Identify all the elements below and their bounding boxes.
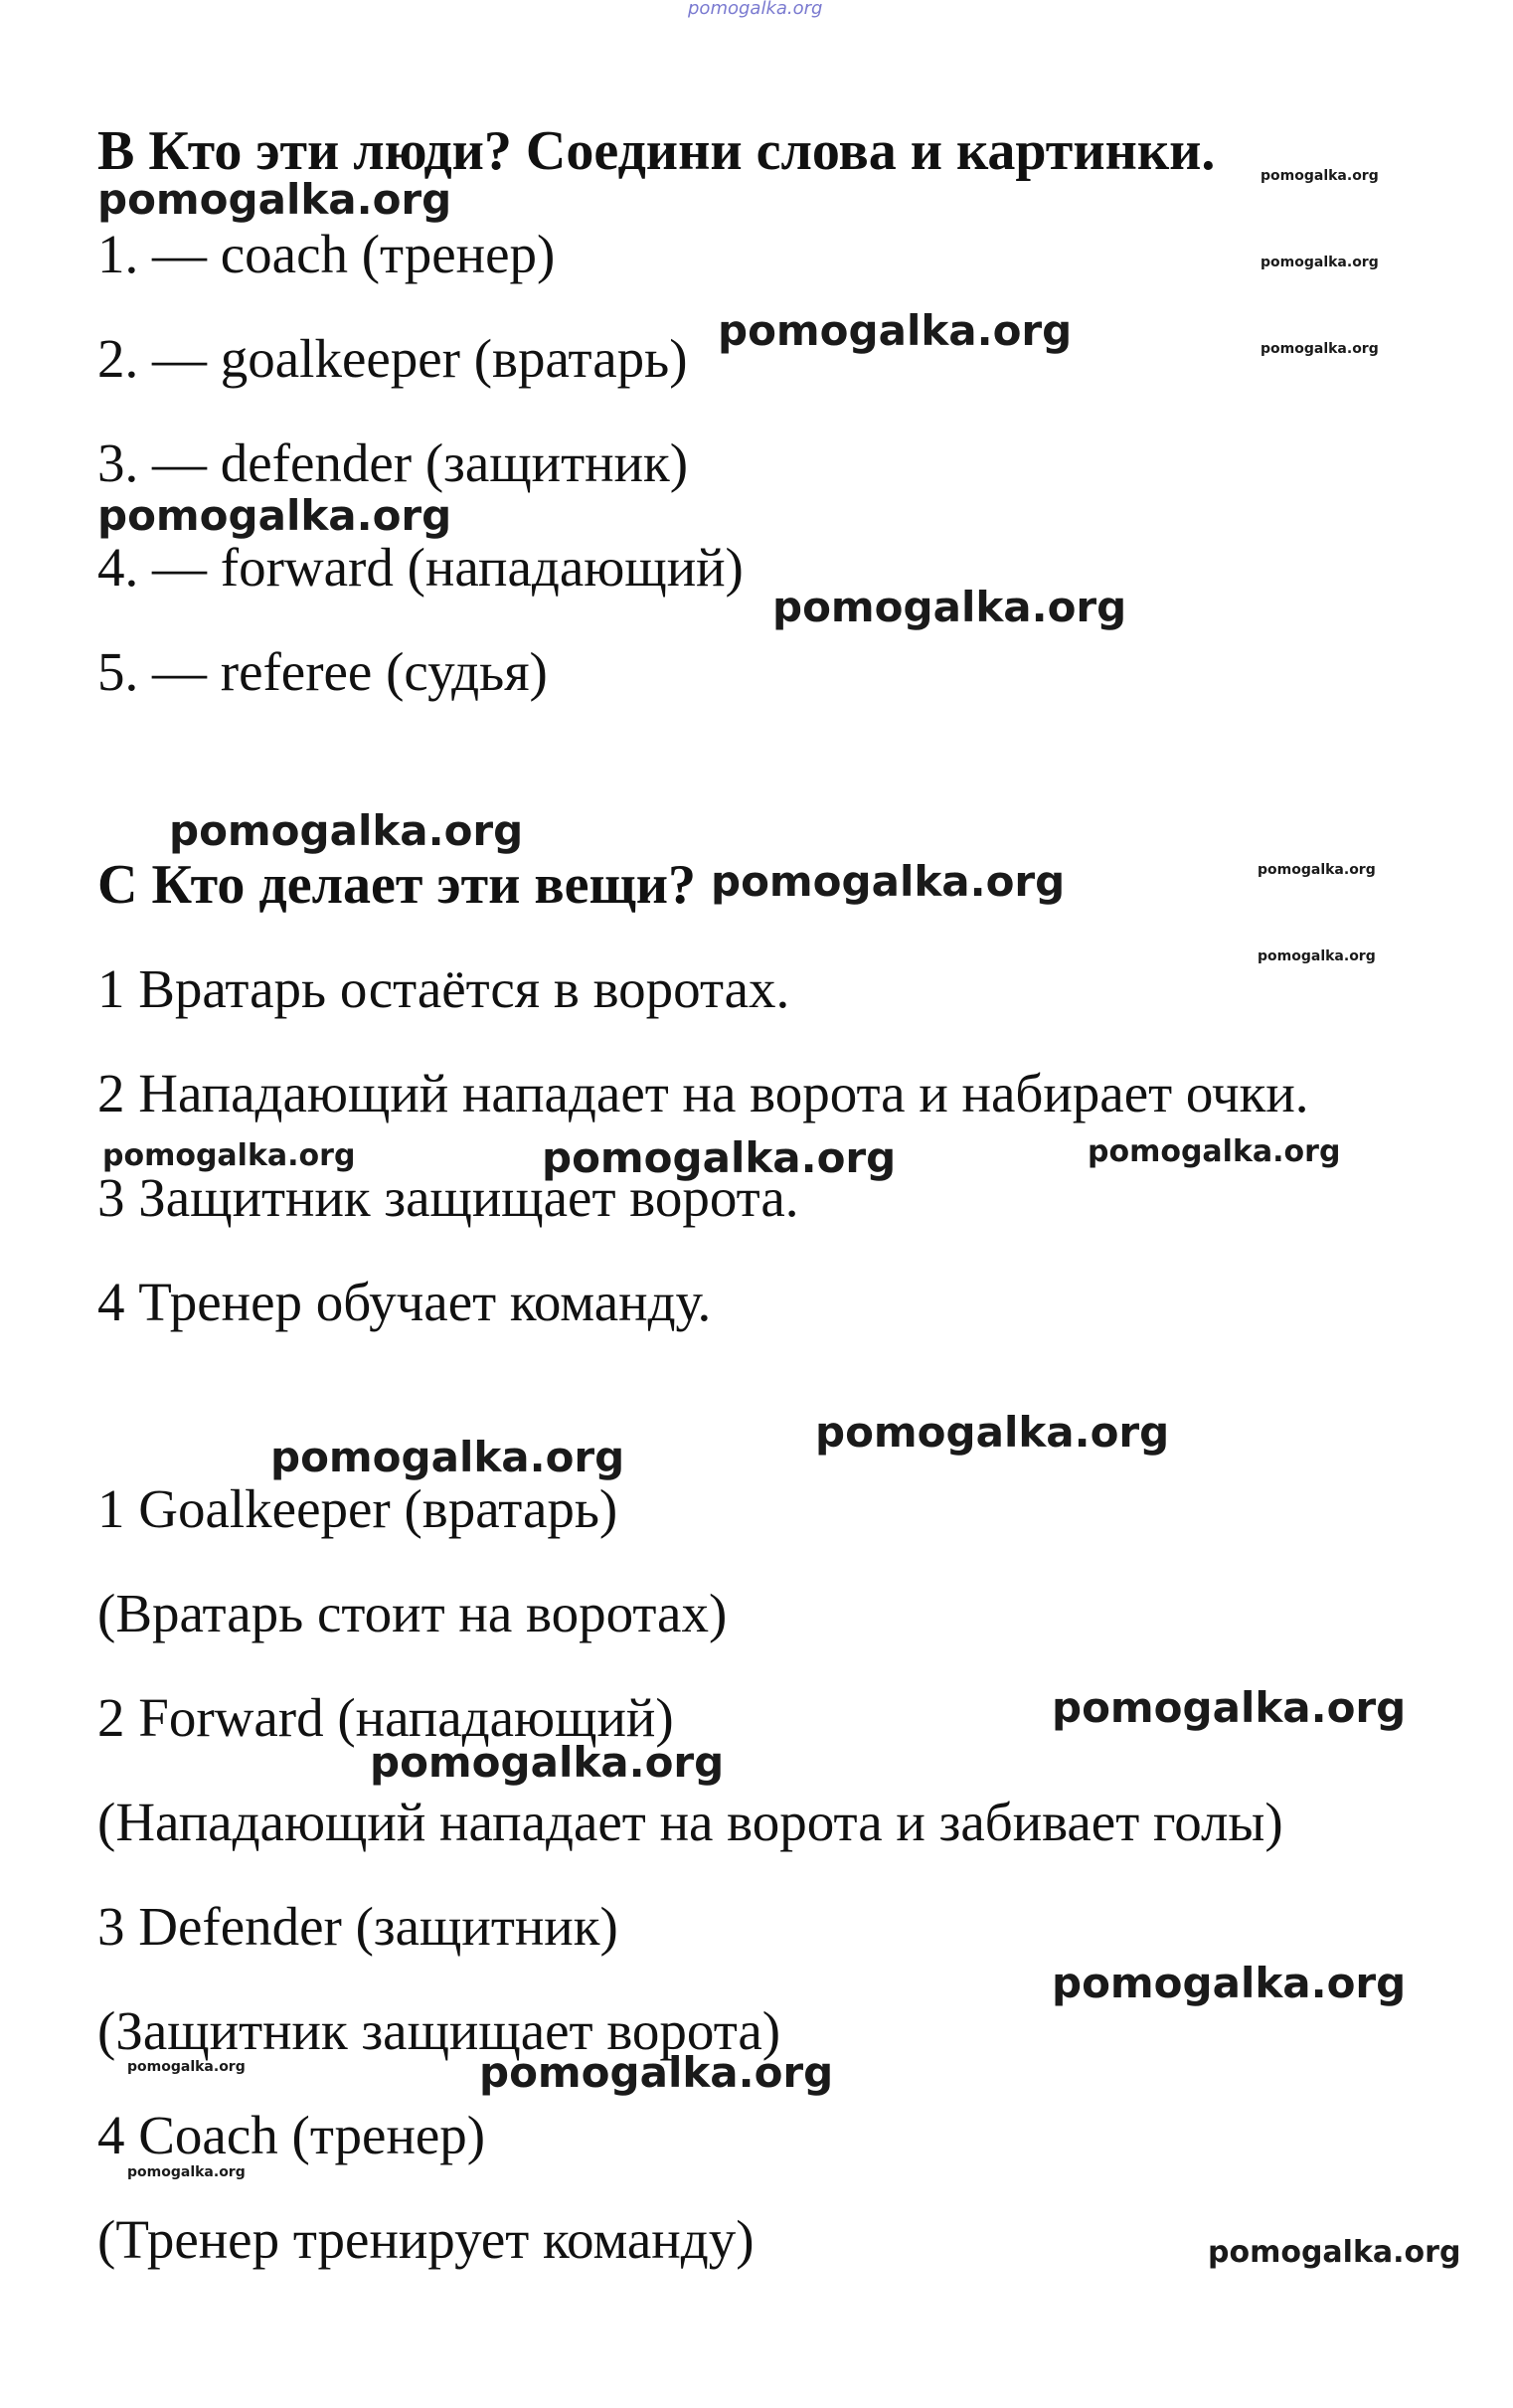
watermark: pomogalka.org [711,857,1066,906]
watermark: pomogalka.org [1261,341,1379,357]
section-b-item: 5. — referee (судья) [97,641,548,702]
watermark: pomogalka.org [1052,1683,1407,1732]
answer-line: (Тренер тренирует команду) [97,2209,755,2270]
watermark: pomogalka.org [270,1433,625,1481]
section-c-item: 3 Защитник защищает ворота. [97,1167,799,1228]
watermark: pomogalka.org [479,2048,834,2097]
watermark: pomogalka.org [542,1133,897,1182]
watermark: pomogalka.org [718,306,1073,355]
watermark: pomogalka.org [127,2059,246,2075]
section-b-heading: B Кто эти люди? Соедини слова и картинки. [97,120,1216,182]
watermark: pomogalka.org [1052,1959,1407,2007]
answer-line: (Нападающий нападает на ворота и забивает голы) [97,1792,1283,1852]
watermark: pomogalka.org [1258,948,1376,964]
watermark-top: pomogalka.org [688,0,823,19]
section-b-item: 4. — forward (нападающий) [97,537,744,598]
section-b-item: 3. — defender (защитник) [97,432,689,493]
watermark: pomogalka.org [102,1138,356,1173]
answer-line: 4 Coach (тренер) [97,2105,486,2165]
section-c-heading: C Кто делает эти вещи? [97,854,696,916]
answer-line: 2 Forward (нападающий) [97,1687,674,1748]
answer-line: (Защитник защищает ворота) [97,2000,781,2061]
answer-line: 1 Goalkeeper (вратарь) [97,1478,618,1539]
watermark: pomogalka.org [1261,255,1379,270]
answer-line: 3 Defender (защитник) [97,1896,618,1957]
section-c-item: 1 Вратарь остаётся в воротах. [97,958,790,1019]
section-c-item: 4 Тренер обучает команду. [97,1272,712,1332]
watermark: pomogalka.org [1261,168,1379,184]
watermark: pomogalka.org [772,583,1127,631]
section-b-item: 2. — goalkeeper (вратарь) [97,328,688,389]
section-b-item: 1. — coach (тренер) [97,224,556,284]
watermark: pomogalka.org [1208,2235,1461,2270]
watermark: pomogalka.org [1258,862,1376,878]
watermark: pomogalka.org [169,806,524,855]
watermark: pomogalka.org [1088,1134,1341,1169]
watermark: pomogalka.org [97,175,452,224]
watermark: pomogalka.org [370,1738,725,1787]
watermark: pomogalka.org [815,1408,1170,1457]
watermark: pomogalka.org [97,491,452,540]
answer-line: (Вратарь стоит на воротах) [97,1583,728,1643]
watermark: pomogalka.org [127,2164,246,2180]
section-c-item: 2 Нападающий нападает на ворота и набирает очки. [97,1063,1309,1123]
